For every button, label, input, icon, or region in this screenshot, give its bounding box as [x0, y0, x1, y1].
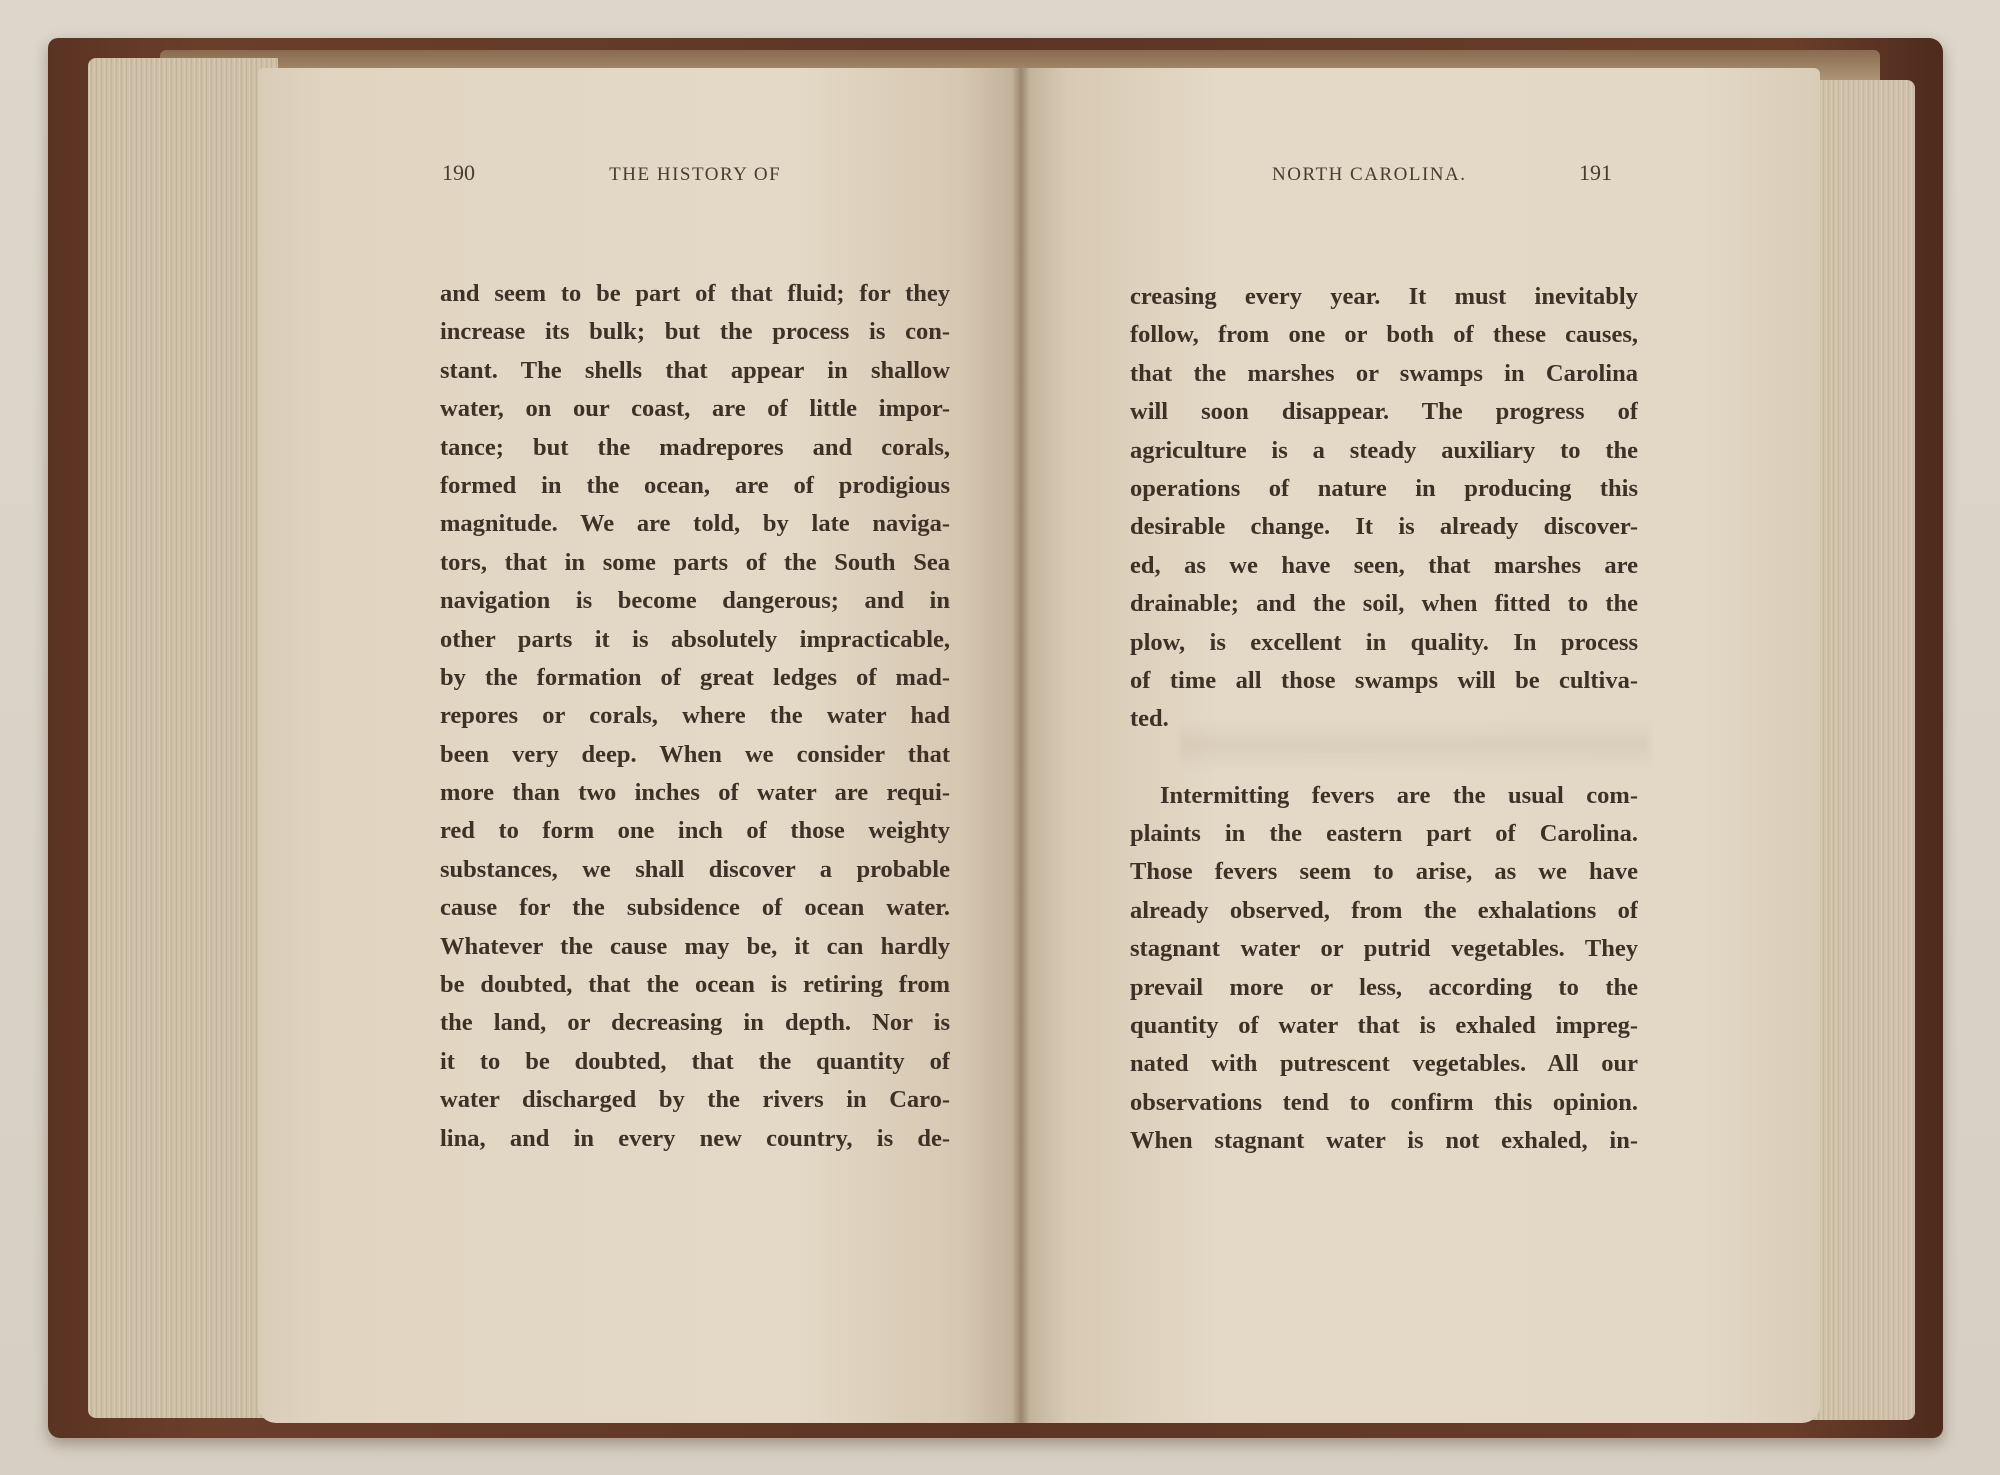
- text-line: water, on our coast, are of little impor-: [440, 395, 950, 423]
- text-line: be doubted, that the ocean is retiring from: [440, 971, 950, 999]
- text-line: other parts it is absolutely impracticable,: [440, 625, 950, 653]
- paragraph-break: [1130, 739, 1638, 777]
- right-page-body: [1130, 278, 1638, 1161]
- text-line: repores or corals, where the water had: [440, 702, 950, 730]
- text-line: Those fevers seem to arise, as we have: [1130, 858, 1638, 886]
- left-running-head: THE HISTORY OF: [609, 164, 782, 185]
- text-line: and seem to be part of that fluid; for they: [440, 280, 950, 307]
- text-line: that the marshes or swamps in Carolina: [1130, 359, 1638, 387]
- text-line: operations of nature in producing this: [1130, 474, 1638, 502]
- page-block-left-edge: [88, 58, 278, 1418]
- text-line: tance; but the madrepores and corals,: [440, 433, 950, 461]
- text-line: creasing every year. It must inevitably: [1130, 283, 1638, 310]
- text-line: already observed, from the exhalations of: [1130, 896, 1638, 924]
- text-line: of time all those swamps will be cultiva-: [1130, 666, 1638, 694]
- text-line: stagnant water or putrid vegetables. They: [1130, 935, 1638, 963]
- text-line: tors, that in some parts of the South Sea: [440, 548, 950, 576]
- text-line: Whatever the cause may be, it can hardly: [440, 932, 950, 960]
- text-line: water discharged by the rivers in Caro-: [440, 1086, 950, 1114]
- right-page-number: 191: [1578, 160, 1612, 185]
- left-page-header: [442, 160, 781, 186]
- text-line: desirable change. It is already discover-: [1130, 513, 1638, 541]
- text-line: more than two inches of water are requi-: [440, 779, 950, 807]
- left-page-number: 190: [442, 160, 475, 185]
- right-running-head: NORTH CAROLINA.: [1272, 164, 1467, 185]
- text-line: will soon disappear. The progress of: [1130, 398, 1638, 426]
- text-line: observations tend to confirm this opinion.: [1130, 1088, 1638, 1116]
- text-line: substances, we shall discover a probable: [440, 855, 950, 883]
- text-line: by the formation of great ledges of mad-: [440, 663, 950, 691]
- text-line: cause for the subsidence of ocean water.: [440, 894, 950, 922]
- right-page-header: [1272, 160, 1612, 186]
- book-gutter: [1012, 68, 1030, 1423]
- text-line: the land, or decreasing in depth. Nor is: [440, 1009, 950, 1037]
- text-line: When stagnant water is not exhaled, in-: [1130, 1127, 1638, 1155]
- text-line: formed in the ocean, are of prodigious: [440, 471, 950, 499]
- left-page-body: [440, 275, 950, 1158]
- text-line: been very deep. When we consider that: [440, 740, 950, 768]
- text-line: it to be doubted, that the quantity of: [440, 1047, 950, 1075]
- text-line: nated with putrescent vegetables. All our: [1130, 1050, 1638, 1078]
- text-line: red to form one inch of those weighty: [440, 817, 950, 845]
- text-line: ed, as we have seen, that marshes are: [1130, 551, 1638, 579]
- text-line: ted.: [1130, 705, 1169, 733]
- text-line: stant. The shells that appear in shallow: [440, 356, 950, 384]
- text-line: Intermitting fevers are the usual com-: [1160, 781, 1638, 809]
- text-line: follow, from one or both of these causes,: [1130, 321, 1638, 349]
- text-line: lina, and in every new country, is de-: [440, 1124, 950, 1152]
- text-line: increase its bulk; but the process is con-: [440, 318, 950, 346]
- text-line: drainable; and the soil, when fitted to the: [1130, 590, 1638, 618]
- text-line: prevail more or less, according to the: [1130, 973, 1638, 1001]
- text-line: magnitude. We are told, by late naviga-: [440, 510, 950, 538]
- text-line: navigation is become dangerous; and in: [440, 587, 950, 615]
- text-line: plow, is excellent in quality. In process: [1130, 628, 1638, 656]
- text-line: plaints in the eastern part of Carolina.: [1130, 820, 1638, 848]
- text-line: agriculture is a steady auxiliary to the: [1130, 436, 1638, 464]
- text-line: quantity of water that is exhaled impreg-: [1130, 1012, 1638, 1040]
